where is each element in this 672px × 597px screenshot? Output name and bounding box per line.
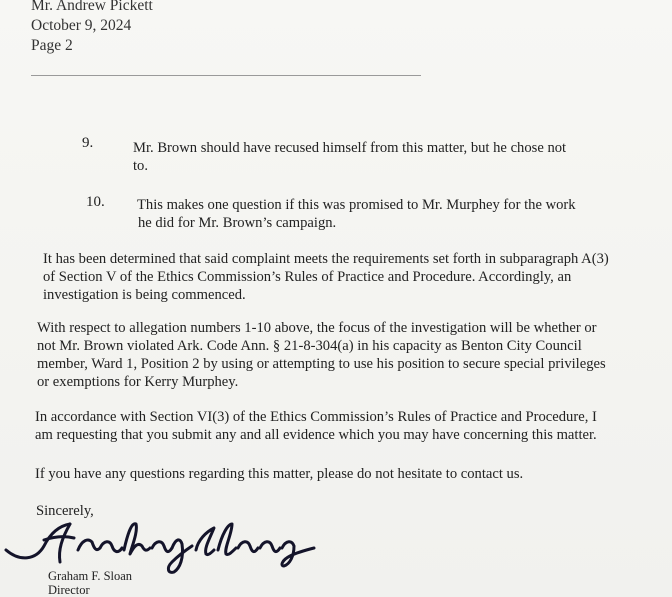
letter-date: October 9, 2024 (31, 17, 132, 34)
paragraph-line: not Mr. Brown violated Ark. Code Ann. § 21-8-304(a) in his capacity as Benton City Council (37, 338, 582, 354)
paragraph-line: With respect to allegation numbers 1-10 above, the focus of the investigation will be whether or (37, 320, 597, 336)
item-text-line: to. (133, 158, 148, 174)
paragraph-line: member, Ward 1, Position 2 by using or attempting to use his position to secure special privileges (37, 356, 606, 372)
signer-title: Director (48, 583, 90, 597)
paragraph-line: am requesting that you submit any and all evidence which you may have concerning this matter. (35, 427, 597, 443)
item-number: 10. (86, 194, 105, 210)
paragraph-line: investigation is being commenced. (43, 287, 246, 303)
item-text-line: he did for Mr. Brown’s campaign. (138, 215, 337, 231)
header-divider (31, 75, 421, 76)
handwritten-signature (0, 510, 330, 576)
page-number: Page 2 (31, 37, 73, 54)
salutation: Sincerely, (36, 503, 94, 519)
paragraph-line: If you have any questions regarding this matter, please do not hesitate to contact us. (35, 466, 524, 482)
paragraph-line: of Section V of the Ethics Commission’s Rules of Practice and Procedure. Accordingly, an (43, 269, 572, 285)
item-text-line: Mr. Brown should have recused himself from this matter, but he chose not (133, 140, 567, 156)
paragraph-line: or exemptions for Kerry Murphey. (37, 374, 239, 390)
signer-name: Graham F. Sloan (48, 569, 133, 583)
item-text-line: This makes one question if this was promised to Mr. Murphey for the work (137, 197, 576, 213)
recipient-name: Mr. Andrew Pickett (31, 0, 153, 14)
item-number: 9. (82, 135, 94, 151)
paragraph-line: It has been determined that said complaint meets the requirements set forth in subparagraph A(3) (43, 251, 609, 267)
paragraph-line: In accordance with Section VI(3) of the Ethics Commission’s Rules of Practice and Procedure, I (35, 409, 597, 425)
